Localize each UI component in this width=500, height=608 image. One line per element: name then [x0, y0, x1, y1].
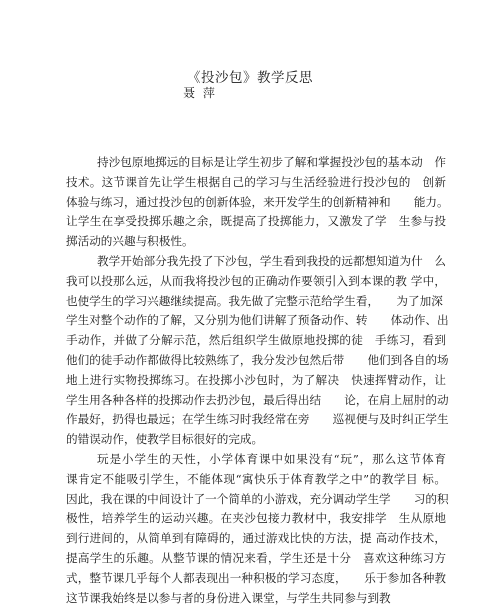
text-line: 因此，我在课的中间设计了一个简单的小游戏，充分调动学生学 习的积 — [66, 491, 449, 506]
text-line: 让学生在享受投掷乐趣之余，既提高了投掷能力，又激发了学 生参与投 — [66, 214, 446, 229]
text-line: 持沙包原地掷远的目标是让学生初步了解和掌握投沙包的基本动 作 — [97, 155, 446, 169]
text-line: 技术。这节课首先让学生根据自己的学习与生活经验进行投沙包的 创新 — [66, 174, 446, 189]
text-line: 玩是小学生的天性，小学体育课中如果没有“玩”，那么这节体育 — [97, 452, 446, 466]
text-line: 体验与练习，通过投沙包的创新体验，来开发学生的创新精神和 能力。 — [66, 194, 449, 209]
author-name: 聂 萍 — [183, 86, 217, 100]
text-line: 提高学生的乐趣。从整节课的情况来看，学生还是十分 喜欢这种练习方 — [66, 551, 446, 565]
text-line: 手动作，并做了分解示范，然后组织学生做原地投掷的徒 手练习，看到 — [66, 333, 446, 348]
text-line: 我可以投那么远，从而我将投沙包的正确动作要领引入到本课的教 学中， — [66, 273, 446, 288]
text-line: 到行进间的，从简单到有障碍的，通过游戏比快的方法，提 高动作技术， — [66, 531, 446, 546]
document-title: 《投沙包》教学反思 — [187, 70, 313, 86]
text-line: 他们的徒手动作都做得比较熟练了，我分发沙包然后带 他们到各自的场 — [66, 353, 449, 367]
text-line: 作最好，扔得也最远；在学生练习时我经常在旁 巡视便与及时纠正学生 — [66, 412, 449, 427]
text-line: 也使学生的学习兴趣继续提高。我先做了完整示范给学生看， 为了加深 — [66, 293, 443, 308]
text-line: 式，整节课几乎每个人都表现出一种积极的学习态度， 乐于参加各种教 — [66, 570, 446, 585]
text-line: 学生用各种各样的投掷动作去扔沙包，最后得出结 论，在肩上屈肘的动 — [66, 392, 449, 407]
text-line: 课肯定不能吸引学生，不能体现“寓快乐于体育教学之中”的教学目 标。 — [66, 471, 446, 486]
text-line: 的错误动作，使教学目标很好的完成。 — [66, 432, 264, 447]
text-line: 掷活动的兴趣与积极性。 — [66, 234, 194, 249]
text-line: 教学开始部分我先投了下沙包，学生看到我投的远都想知道为什 么 — [97, 254, 446, 268]
text-line: 地上进行实物投掷练习。在投掷小沙包时，为了解决 快速挥臂动作，让 — [66, 372, 446, 387]
text-line: 这节课我始终是以参与者的身份进入课堂，与学生共同参与到教 — [66, 590, 391, 605]
text-line: 学生对整个动作的了解，又分别为他们讲解了预备动作、转 体动作、出 — [66, 313, 449, 328]
text-line: 极性，培养学生的运动兴趣。在夹沙包接力教材中，我安排学 生从原地 — [66, 511, 446, 526]
